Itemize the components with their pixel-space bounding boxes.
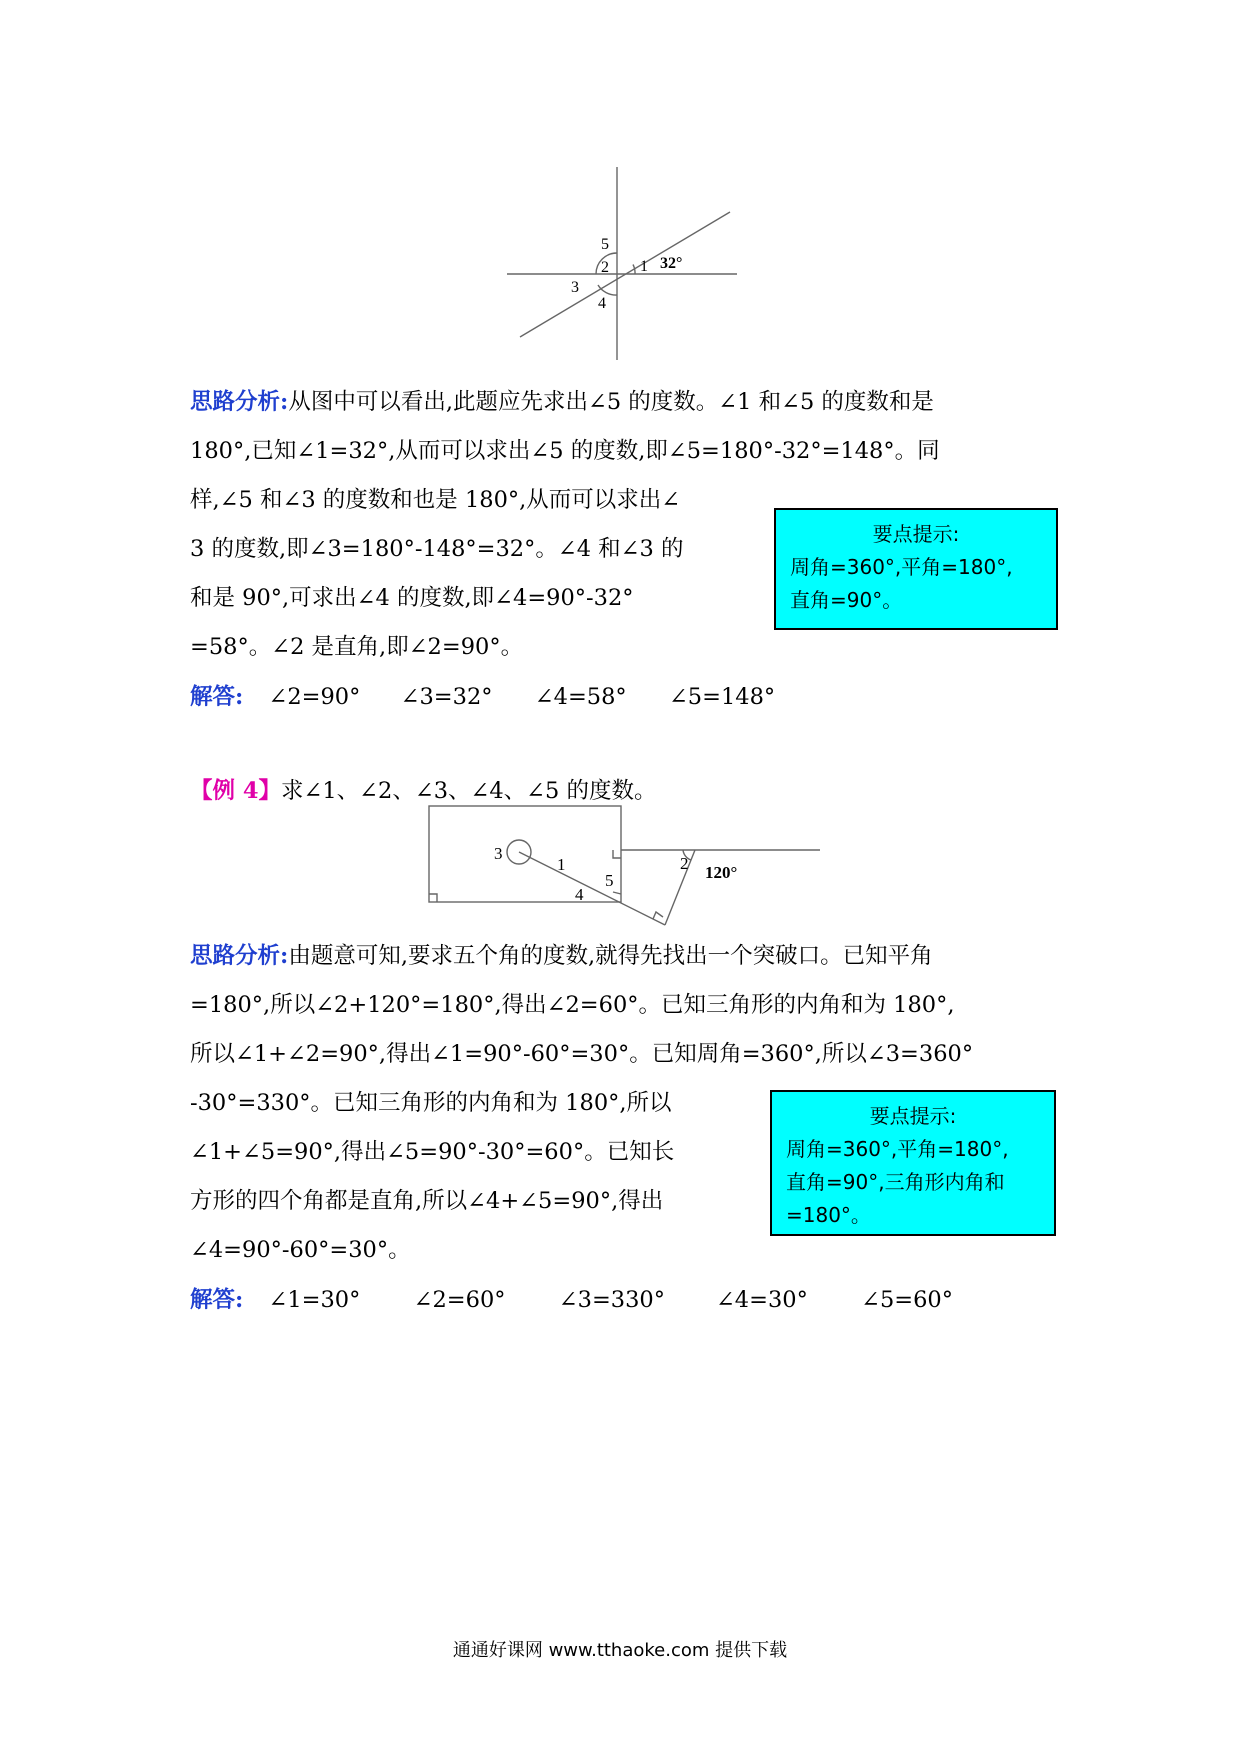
hypotenuse-line — [519, 852, 665, 925]
label-2: 2 — [680, 854, 689, 873]
label-120-degrees: 120° — [705, 863, 738, 882]
analysis-2-line-2: =180°,所以∠2+120°=180°,得出∠2=60°。已知三角形的内角和为 180°, — [190, 992, 955, 1018]
footer-text: 通通好课网 www.tthaoke.com 提供下载 — [452, 1640, 788, 1661]
tip-box-1: 要点提示: 周角=360°,平角=180°, 直角=90°。 — [774, 508, 1058, 630]
label-5: 5 — [605, 871, 614, 890]
analysis-2-line-3: 所以∠1+∠2=90°,得出∠1=90°-60°=30°。已知周角=360°,所以∠3=360° — [190, 1041, 974, 1067]
figure-intersecting-lines — [505, 165, 745, 374]
tip-title: 要点提示: — [872, 522, 960, 546]
tip-title: 要点提示: — [869, 1104, 957, 1128]
right-angle-mark-2 — [613, 850, 621, 858]
example-tag: 【例 4】 — [190, 778, 281, 804]
figure-rectangle-triangle — [425, 800, 825, 944]
analysis-1-line-1: 思路分析:从图中可以看出,此题应先求出∠5 的度数。∠1 和∠5 的度数和是 — [190, 389, 934, 415]
rectangle — [429, 806, 621, 902]
angle-arc-5 — [613, 892, 621, 894]
answer-2: 解答: ∠1=30° ∠2=60° ∠3=330° ∠4=30° ∠5=60° — [190, 1287, 953, 1313]
right-angle-mark-1 — [429, 894, 437, 902]
answer-label: 解答: — [190, 684, 244, 710]
label-3: 3 — [571, 279, 579, 296]
answer-label: 解答: — [190, 1287, 244, 1313]
analysis-2-wrapped: -30°=330°。已知三角形的内角和为 180°,所以 ∠1+∠5=90°,得出∠5=90°-30°=60°。已知长 方形的四个角都是直角,所以∠4+∠5=90°,得出 ∠4=90°-60°=30°。 — [190, 1090, 675, 1263]
label-3: 3 — [494, 844, 503, 863]
label-4: 4 — [575, 885, 584, 904]
analysis-1-line-2: 180°,已知∠1=32°,从而可以求出∠5 的度数,即∠5=180°-32°=148°。同 — [190, 438, 940, 464]
angle-arc-4 — [598, 285, 617, 295]
label-2: 2 — [601, 259, 609, 276]
analysis-label: 思路分析: — [190, 389, 289, 415]
analysis-2-line-1: 思路分析:由题意可知,要求五个角的度数,就得先找出一个突破口。已知平角 — [190, 943, 933, 969]
answer-1: 解答: ∠2=90° ∠3=32° ∠4=58° ∠5=148° — [190, 684, 776, 710]
label-1: 1 — [640, 258, 648, 275]
right-angle-mark-3 — [653, 912, 663, 919]
example-4-question: 【例 4】求∠1、∠2、∠3、∠4、∠5 的度数。 — [190, 778, 657, 804]
label-4: 4 — [598, 295, 606, 312]
label-32-degrees: 32° — [660, 255, 683, 272]
tip-box-2: 要点提示: 周角=360°,平角=180°, 直角=90°,三角形内角和 =180°。 — [770, 1090, 1056, 1236]
label-1: 1 — [557, 855, 566, 874]
analysis-label: 思路分析: — [190, 943, 289, 969]
analysis-1-wrapped: 样,∠5 和∠3 的度数和也是 180°,从而可以求出∠ 3 的度数,即∠3=180°-148°=32°。∠4 和∠3 的 和是 90°,可求出∠4 的度数,即∠4=90°-32° =58°。∠2 是直角,即∠2=90°。 — [190, 487, 684, 660]
label-5: 5 — [601, 236, 609, 253]
